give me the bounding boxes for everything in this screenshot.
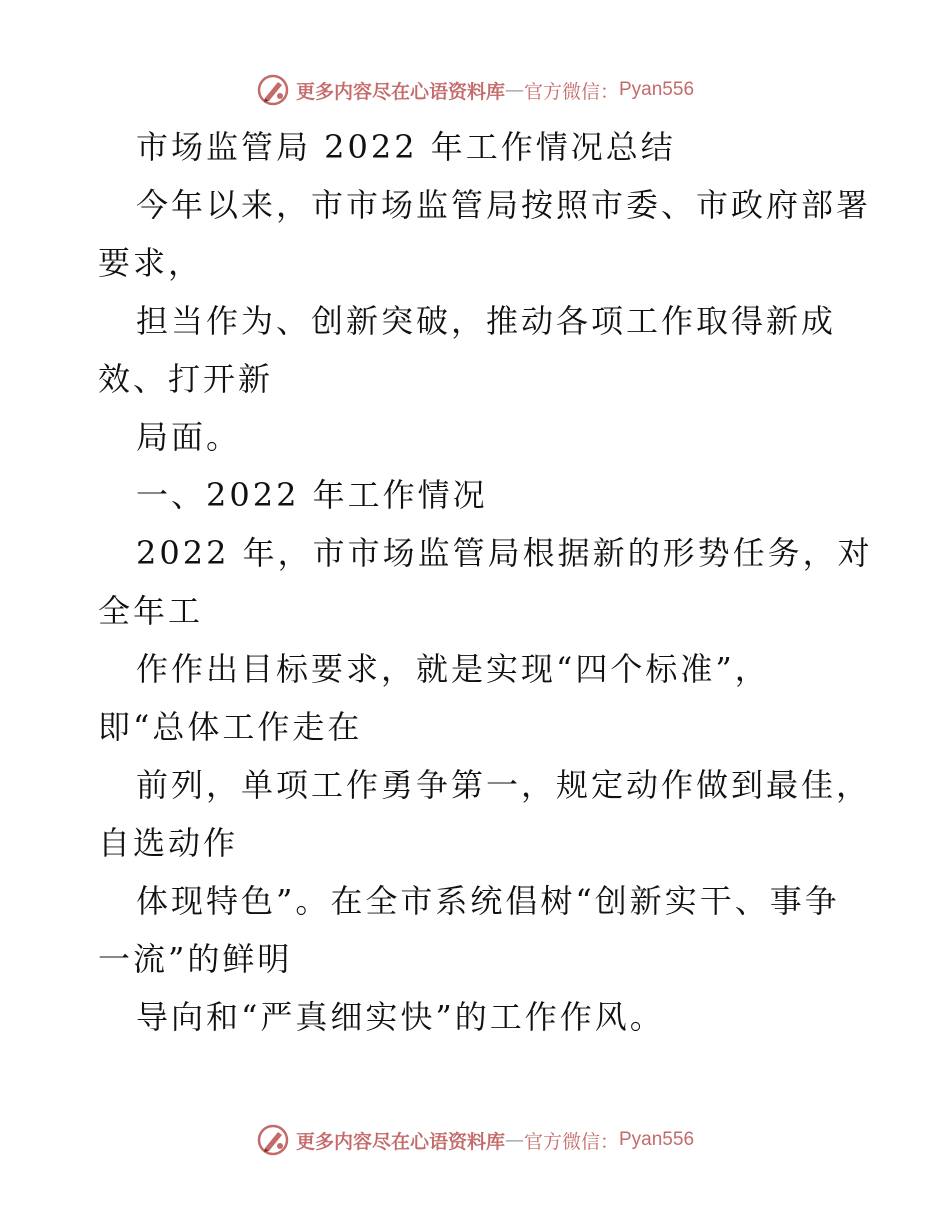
banner-wechat-id: Pyan556 bbox=[619, 79, 695, 100]
text-line: 要求， bbox=[98, 244, 204, 282]
text-line: 作作出目标要求，就是实现“四个标准”， bbox=[136, 650, 770, 688]
section-heading: 一、2022 年工作情况 bbox=[136, 476, 488, 514]
text-line: 导向和“严真细实快”的工作作风。 bbox=[136, 998, 665, 1036]
document-body bbox=[98, 118, 873, 1046]
text-line: 今年以来，市市场监管局按照市委、市政府部署 bbox=[136, 186, 872, 224]
banner-wechat-label: 官方微信： bbox=[523, 80, 619, 103]
text-line: 担当作为、创新突破，推动各项工作取得新成 bbox=[136, 302, 837, 340]
text-line: 2022 年，市市场监管局根据新的形势任务，对 bbox=[136, 534, 873, 572]
banner-text: 更多内容尽在心语资料库 bbox=[295, 80, 505, 103]
pen-seal-icon bbox=[256, 1123, 290, 1157]
banner-separator: — bbox=[504, 79, 524, 101]
footer-banner bbox=[0, 1120, 950, 1160]
banner-separator: — bbox=[504, 1129, 524, 1151]
text-line: 即“总体工作走在 bbox=[98, 708, 363, 746]
text-line: 效、打开新 bbox=[98, 360, 274, 398]
text-line: 前列，单项工作勇争第一，规定动作做到最佳， bbox=[136, 766, 872, 804]
banner-text: 更多内容尽在心语资料库 bbox=[295, 1130, 505, 1153]
pen-seal-icon bbox=[256, 73, 290, 107]
text-line: 局面。 bbox=[136, 418, 242, 456]
document-title: 市场监管局 2022 年工作情况总结 bbox=[136, 128, 676, 166]
text-line: 自选动作 bbox=[98, 824, 239, 862]
banner-wechat-id: Pyan556 bbox=[619, 1129, 695, 1150]
header-banner bbox=[0, 70, 950, 110]
text-line: 全年工 bbox=[98, 592, 204, 630]
banner-wechat-label: 官方微信： bbox=[523, 1130, 619, 1153]
text-line: 体现特色”。在全市系统倡树“创新实干、事争 bbox=[136, 882, 840, 920]
text-line: 一流”的鲜明 bbox=[98, 940, 293, 978]
